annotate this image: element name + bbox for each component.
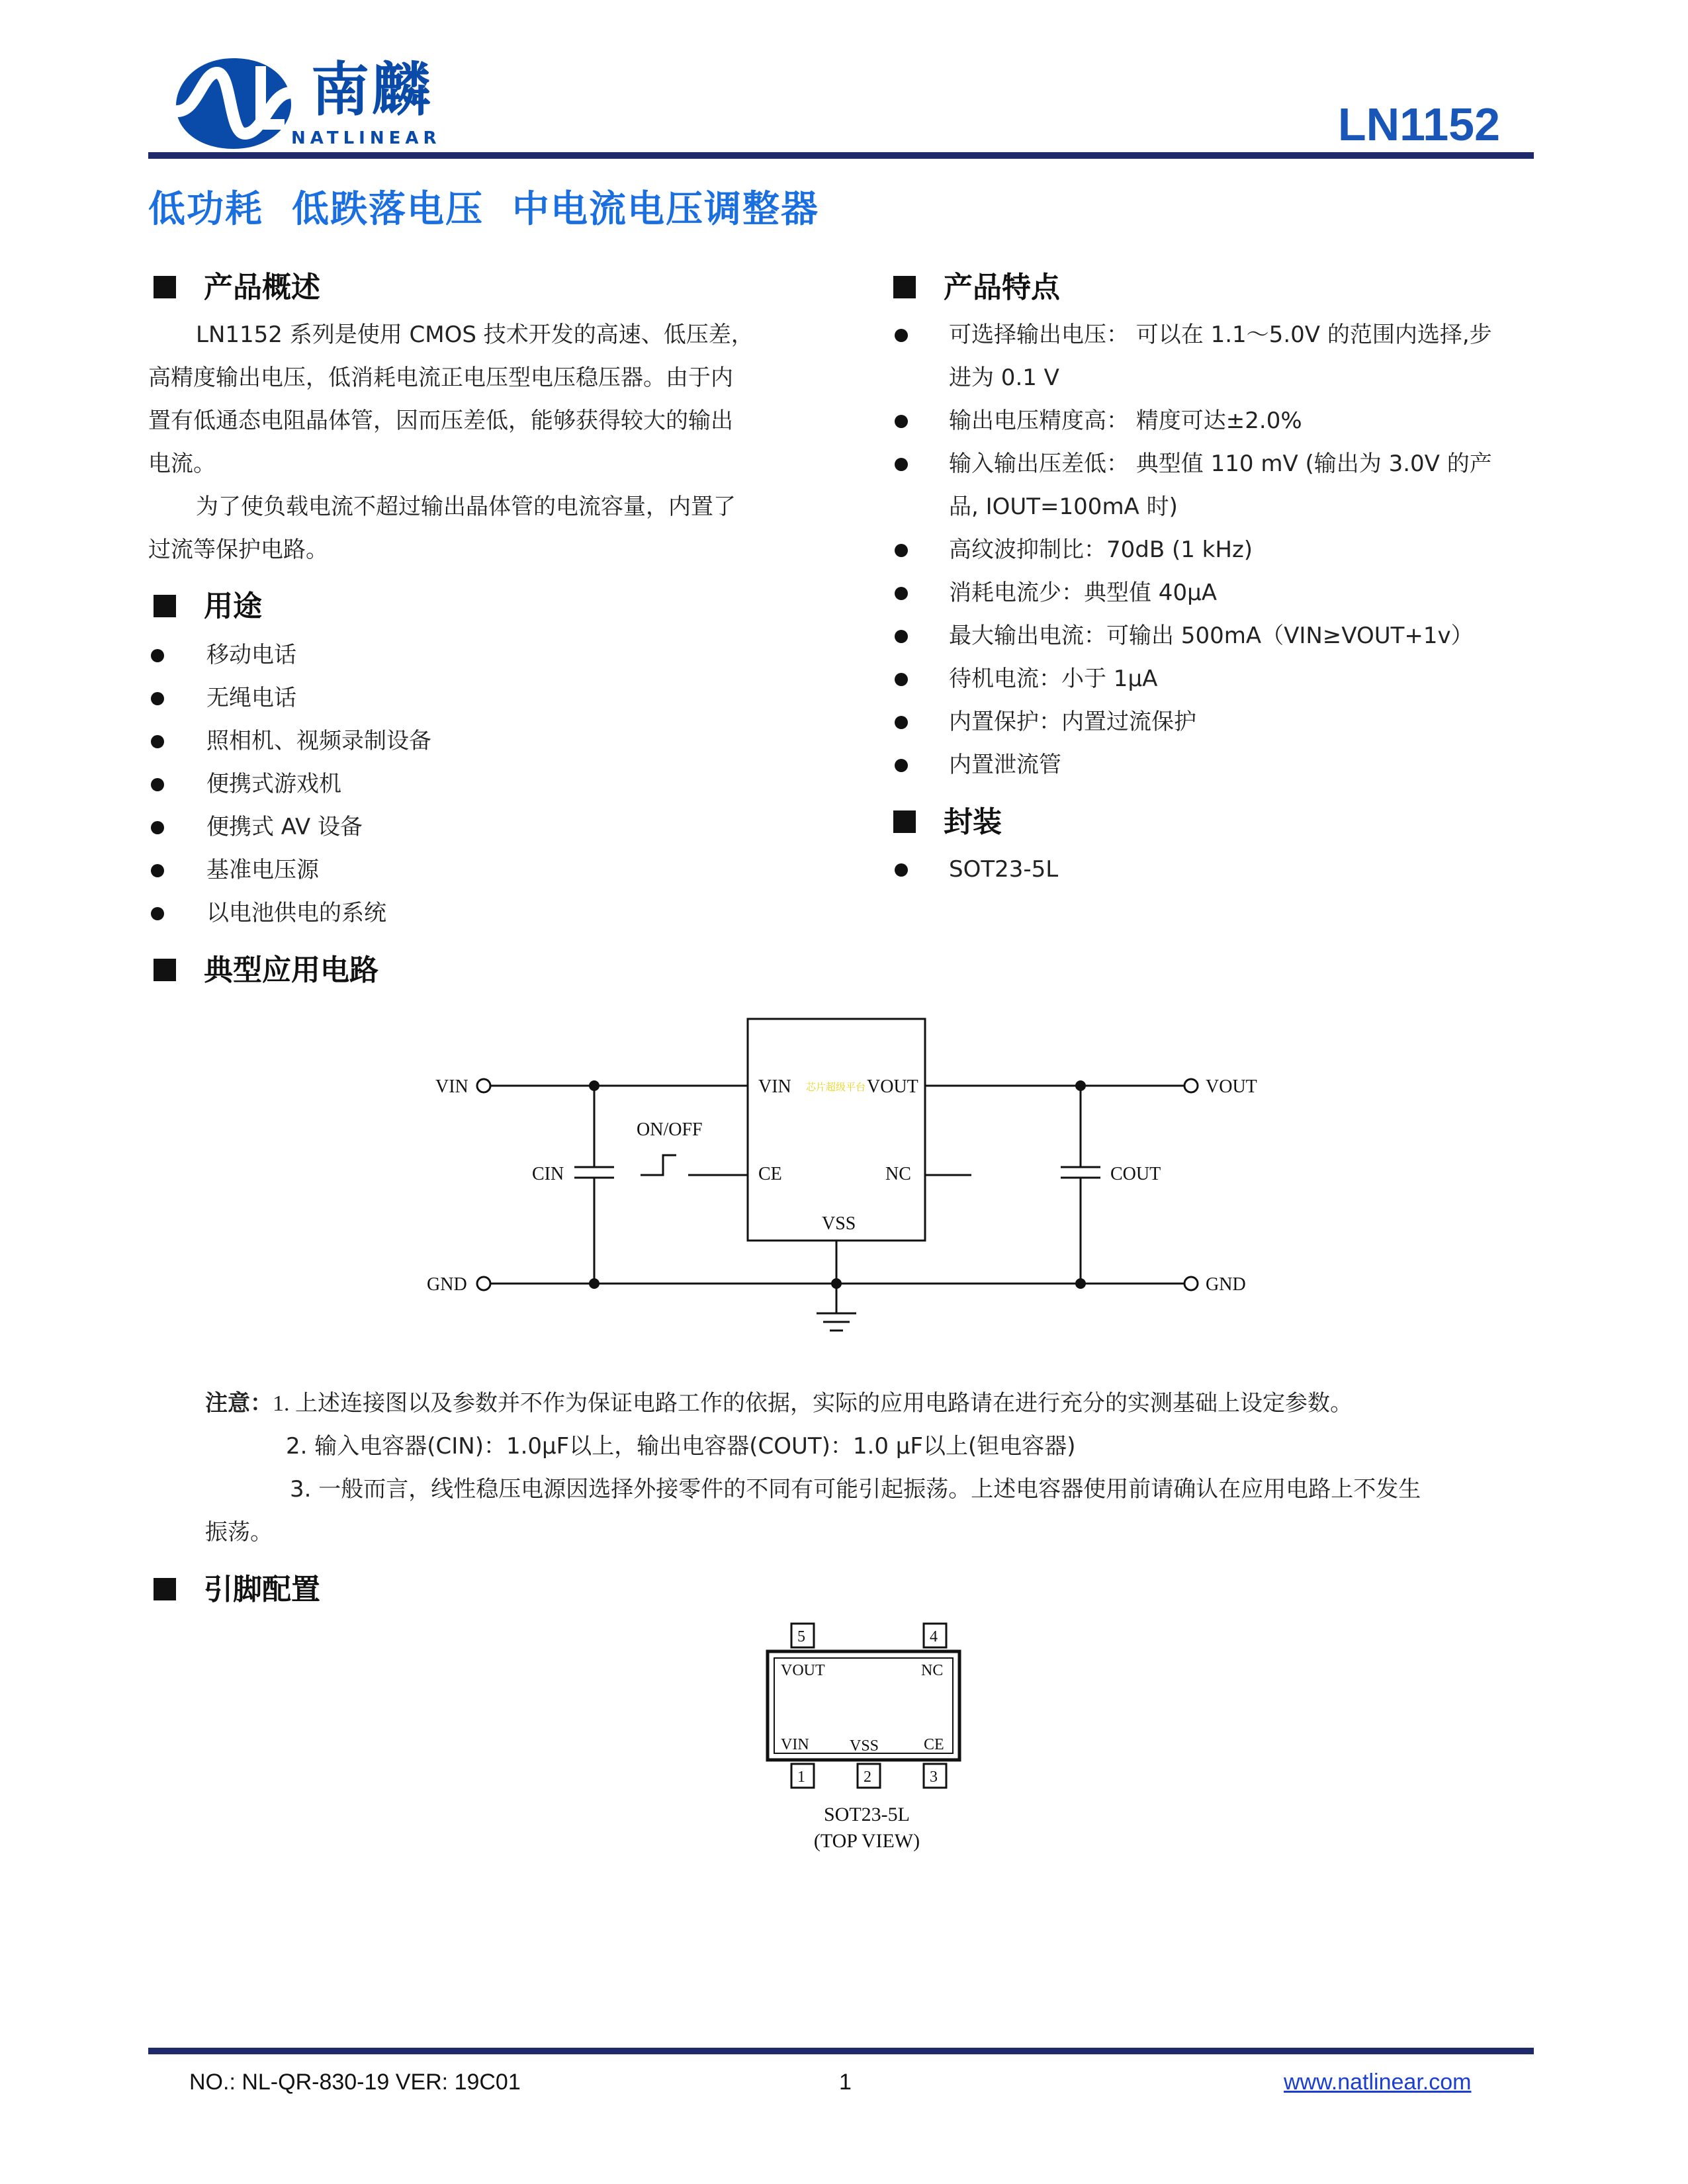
list-item: 便携式游戏机 [148,763,744,806]
vin-terminal [477,1079,490,1092]
overview-line: 为了使负载电流不超过输出晶体管的电流容量，内置了 [196,494,736,520]
bullet-dot-icon [151,735,164,748]
bullet-square-icon [154,959,176,981]
note-line-2: 2. 输入电容器(CIN)：1.0μF以上，输出电容器(COUT)：1.0 μF以上(钽电容器) [286,1433,1076,1460]
list-item: 内置泄流管 [893,744,1542,787]
pin-label-nc: NC [921,1662,944,1679]
label-cin: CIN [532,1164,564,1184]
brand-name-en: NATLINEAR [291,128,441,148]
list-item: 输出电压精度高： 精度可达±2.0% [893,400,1542,443]
bullet-dot-icon [895,458,908,471]
pin-number-4: 4 [930,1628,938,1645]
header-rule [148,152,1534,159]
pin-number-3: 3 [930,1769,938,1786]
list-item: 消耗电流少：典型值 40μA [893,572,1542,615]
section-pinout-heading: 引脚配置 [154,1565,320,1608]
overview-line: 置有低通态电阻晶体管，因而压差低，能够获得较大的输出 [148,408,733,434]
brand-name-cn: 南麟 [311,56,433,124]
label-ic-vin: VIN [758,1076,791,1097]
label-gnd-left: GND [427,1274,467,1295]
vout-terminal [1184,1079,1198,1092]
list-item: 待机电流：小于 1μA [893,658,1542,701]
list-item: 以电池供电的系统 [148,892,744,935]
website-link[interactable]: www.natlinear.com [1284,2070,1472,2095]
label-ic-nc: NC [885,1164,911,1184]
list-item: 无绳电话 [148,677,744,720]
section-package-heading: 封装 [893,798,1002,840]
label-vin: VIN [435,1076,468,1097]
bullet-square-icon [893,810,916,833]
bullet-dot-icon [895,716,908,729]
bullet-dot-icon [151,649,164,662]
bullet-square-icon [154,1578,176,1600]
overview-line: 电流。 [148,451,216,477]
typical-application-circuit [0,992,1688,1363]
list-item: SOT23-5L [893,848,1489,891]
features-list [893,314,1542,787]
list-item: 高纹波抑制比：70dB (1 kHz) [893,529,1542,572]
label-cout: COUT [1110,1164,1161,1184]
bullet-dot-icon [151,778,164,791]
pinout-caption-view: (TOP VIEW) [813,1830,920,1852]
bullet-dot-icon [895,544,908,557]
bullet-dot-icon [151,907,164,920]
label-ic-vout: VOUT [867,1076,918,1097]
gnd-left-terminal [477,1277,490,1290]
bullet-square-icon [154,595,176,617]
section-features-heading: 产品特点 [893,263,1060,306]
note-line-3: 3. 一般而言，线性稳压电源因选择外接零件的不同有可能引起振荡。上述电容器使用前请确认在应用电路上不发生 [290,1476,1421,1503]
pin-label-vss: VSS [850,1737,879,1755]
list-item: 最大输出电流：可输出 500mA（VIN≥VOUT+1v） [893,615,1542,658]
sot23-5l-pinout-diagram [728,1614,993,1879]
bullet-dot-icon [895,630,908,643]
list-item: 便携式 AV 设备 [148,806,744,849]
pin-label-vout: VOUT [781,1662,825,1679]
pin-label-ce: CE [924,1736,944,1753]
part-number: LN1152 [1337,99,1500,150]
pinout-caption: SOT23-5L [824,1804,910,1825]
list-item: 照相机、视频录制设备 [148,720,744,763]
bullet-dot-icon [151,821,164,834]
overview-line: LN1152 系列是使用 CMOS 技术开发的高速、低压差， [196,322,754,348]
applications-list [148,634,744,935]
bullet-dot-icon [895,673,908,686]
header [0,0,1688,172]
bullet-dot-icon [895,759,908,772]
section-applications-heading: 用途 [154,582,262,625]
label-gnd-right: GND [1206,1274,1246,1295]
page-number: 1 [839,2070,852,2095]
overview-line: 高精度输出电压，低消耗电流正电压型电压稳压器。由于内 [148,365,733,391]
document-number: NO.: NL-QR-830-19 VER: 19C01 [189,2070,521,2095]
overview-paragraph [148,314,810,572]
ic-box [748,1019,925,1241]
pin-number-1: 1 [797,1769,805,1786]
pin-number-2: 2 [864,1769,871,1786]
label-vout: VOUT [1206,1076,1257,1097]
footer-rule [148,2048,1534,2054]
label-onoff: ON/OFF [637,1119,703,1140]
list-item: 内置保护：内置过流保护 [893,701,1542,744]
bullet-dot-icon [895,863,908,877]
note-line-1: 注意：1. 上述连接图以及参数并不作为保证电路工作的依据，实际的应用电路请在进行充分的实测基础上设定参数。 [205,1390,1353,1417]
bullet-dot-icon [895,587,908,600]
pin-label-vin: VIN [781,1736,809,1753]
list-item: 移动电话 [148,634,744,677]
list-item: 基准电压源 [148,849,744,892]
bullet-dot-icon [895,415,908,428]
section-circuit-heading: 典型应用电路 [154,946,378,988]
natlinear-logo-icon [171,53,296,152]
page-title: 低功耗 低跌落电压 中电流电压调整器 [148,188,819,231]
bullet-dot-icon [151,864,164,877]
pin-number-5: 5 [797,1628,805,1645]
bullet-dot-icon [895,329,908,342]
bullet-dot-icon [151,692,164,705]
bullet-square-icon [893,276,916,298]
package-list [893,848,1489,891]
label-ic-ce: CE [758,1164,782,1184]
overview-line: 过流等保护电路。 [148,537,328,563]
section-overview-heading: 产品概述 [154,263,320,306]
notes-block [148,1382,1538,1554]
watermark-text: 芯片超级平台 [806,1081,866,1093]
list-item: 可选择输出电压： 可以在 1.1～5.0V 的范围内选择,步 进为 0.1 V [893,314,1542,400]
bullet-square-icon [154,276,176,298]
onoff-switch [641,1155,676,1175]
note-line-3-cont: 振荡。 [205,1520,273,1545]
label-ic-vss: VSS [822,1213,856,1234]
list-item: 输入输出压差低： 典型值 110 mV (输出为 3.0V 的产 品, IOUT=100mA 时) [893,443,1542,529]
gnd-right-terminal [1184,1277,1198,1290]
